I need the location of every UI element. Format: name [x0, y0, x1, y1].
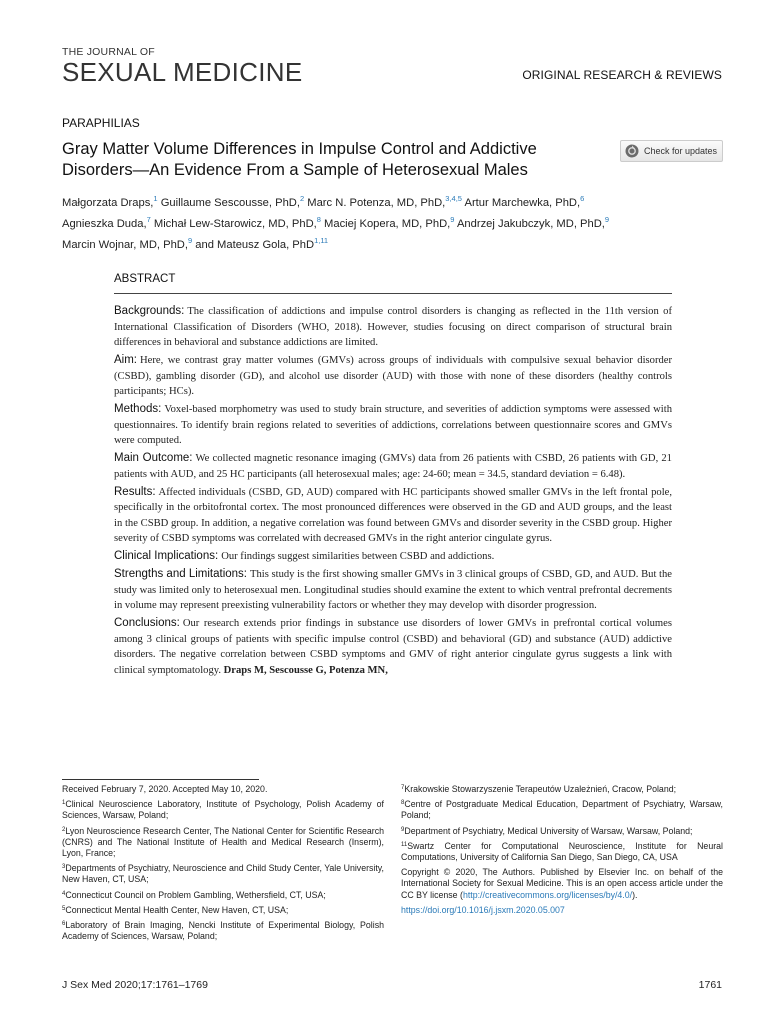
affiliation-ref[interactable]: 6 [580, 194, 585, 203]
section-text: Here, we contrast gray matter volumes (GMVs) across groups of individuals with compulsive sexual behavior disorder (CSBD), gambling disorder (GD), and alcohol use disorder (AUD) with those with none of these disorders (healthy controls participants; HCs). [114, 355, 672, 397]
affiliation: $^9$Department of Psychiatry, Medical University of Warsaw, Warsaw, Poland; [401, 825, 693, 836]
author: Agnieszka Duda,$^7$ [62, 215, 151, 230]
affiliation-ref[interactable]: 9 [604, 215, 610, 224]
author: Michał Lew-Starowicz, MD, PhD,$^8$ [153, 215, 321, 230]
affiliation-ref[interactable]: 1,11 [314, 236, 329, 245]
section-label: Results: [114, 485, 156, 498]
section-text: The classification of addictions and impulse control disorders is changing as reflected in the 11th version of International Classification of Disorders (WHO, 2018). However, studies focusing on direct comparison of structural brain differences in behavioral and substance addictions are limited. [114, 306, 672, 348]
check-for-updates-button[interactable] [620, 140, 723, 162]
section-text: We collected magnetic resonance imaging (GMVs) data from 26 patients with CSBD, 26 patients with GD, 21 patients with AUD, and 25 HC participants (all heterosexual males; age: 24-60; mean = 34.5, standard deviation = 6.48). [114, 453, 672, 480]
footnote-divider [62, 779, 259, 780]
section-text: Our research extends prior findings in substance use disorders of lower GMVs in prefrontal cortical volumes among 3 clinical groups of patients with specific impulse control (CSBD) and behavioral (GD) and substance (AUD) addictive disorders. The negative correlation between CSBD symptoms and GMV of right anterior cingulate gyrus suggests a link with clinical symptomatology. [114, 618, 672, 676]
affiliation-ref[interactable]: 2 [299, 194, 305, 203]
article-category: PARAPHILIAS [62, 116, 140, 130]
check-updates-label: Check for updates [644, 146, 718, 156]
received-dates: Received February 7, 2020. Accepted May 10, 2020. [62, 784, 268, 794]
copyright-notice: Copyright © 2020, The Authors. Published by Elsevier Inc. on behalf of the International Society for Sexual Medicine. This is an open access article under the CC BY license (http://creativecommons.org/licenses/by/4.0/). [401, 867, 723, 900]
abstract-section [114, 616, 672, 678]
doi-line [401, 905, 723, 916]
doi-link[interactable]: https://doi.org/10.1016/j.jsxm.2020.05.007 [401, 904, 565, 915]
section-text: Voxel-based morphometry was used to study brain structure, and severities of addiction symptoms were assessed with questionnaires. To identify brain regions related to severities of addictions, correlations between questionnaire scores and GMVs were computed. [114, 404, 672, 446]
abstract-section [114, 353, 672, 400]
abstract-body [114, 304, 672, 681]
affiliation-ref[interactable]: 8 [316, 215, 321, 224]
check-updates-icon [625, 144, 639, 158]
author: Marc N. Potenza, MD, PhD,$^{3,4,5}$ [307, 194, 462, 209]
section-text: This study is the first showing smaller GMVs in 3 clinical groups of CSBD, GD, and AUD. But the study was limited only to heterosexual men. Longitudinal studies should examine the extent to which ventral prefrontal decrements in volume may represent preexisting vulnerability factors or whether they may develop with disorder progression. [114, 569, 672, 611]
license-link[interactable]: http://creativecommons.org/licenses/by/4.0/ [462, 889, 633, 900]
affiliation: $^8$Centre of Postgraduate Medical Education, Department of Psychiatry, Warsaw, Poland; [401, 799, 723, 821]
author-list [62, 193, 662, 256]
affiliation: $^4$Connecticut Council on Problem Gambling, Wethersfield, CT, USA; [62, 889, 326, 900]
section-text: Our findings suggest similarities between CSBD and addictions. [221, 551, 495, 562]
author: Maciej Kopera, MD, PhD,$^9$ [324, 215, 455, 230]
section-label: Conclusions: [114, 617, 180, 629]
affiliation-ref[interactable]: 7 [146, 215, 151, 224]
author: and Mateusz Gola, PhD$^{1,11}$ [195, 236, 329, 251]
affiliation: $^{11}$Swartz Center for Computational Neuroscience, Institute for Neural Computations, University of California San Diego, San Diego, CA, USA [401, 840, 723, 863]
footnotes-left [62, 784, 384, 946]
section-label: Methods: [114, 403, 162, 415]
affiliation-ref[interactable]: 9 [450, 215, 455, 224]
abstract-section [114, 402, 672, 449]
page-number: 1761 [698, 979, 722, 991]
abstract-heading: ABSTRACT [114, 273, 176, 285]
journal-name-small: THE JOURNAL OF [62, 46, 155, 58]
abstract-section [114, 451, 672, 482]
article-title: Gray Matter Volume Differences in Impulse Control and Addictive Disorders—An Evidence From a Sample of Heterosexual Males [62, 140, 537, 179]
affiliation: $^6$Laboratory of Brain Imaging, Nencki Institute of Experimental Biology, Polish Academy of Sciences, Warsaw, Poland; [62, 920, 384, 942]
affiliation-ref[interactable]: 3,4,5 [445, 194, 462, 203]
abstract-section [114, 549, 672, 565]
section-label: Strengths and Limitations: [114, 568, 247, 580]
journal-masthead [62, 46, 302, 86]
section-type-label: ORIGINAL RESEARCH & REVIEWS [522, 68, 722, 82]
affiliation: $^7$Krakowskie Stowarzyszenie Terapeutów Uzależnień, Cracow, Poland; [401, 784, 677, 794]
section-label: Clinical Implications: [114, 550, 219, 562]
footnotes-right [401, 784, 723, 920]
abstract-section [114, 304, 672, 351]
author: Andrzej Jakubczyk, MD, PhD,$^9$ [456, 215, 610, 230]
journal-citation: J Sex Med 2020;17:1761–1769 [62, 979, 208, 991]
affiliation: $^1$Clinical Neuroscience Laboratory, Institute of Psychology, Polish Academy of Sciences, Warsaw, Poland; [62, 799, 384, 821]
affiliation-ref[interactable]: 9 [188, 236, 193, 245]
citation-bold: Draps M, Sescousse G, Potenza MN, [223, 664, 388, 676]
abstract-divider [114, 293, 672, 294]
section-label: Aim: [114, 354, 137, 366]
affiliation: $^3$Departments of Psychiatry, Neuroscience and Child Study Center, Yale University, New Haven, CT, USA; [62, 863, 384, 885]
author: Marcin Wojnar, MD, PhD,$^9$ [62, 236, 193, 251]
author: Artur Marchewka, PhD,$^6$ [464, 194, 585, 209]
abstract-section [114, 567, 672, 614]
author: Małgorzata Draps,$^1$ [62, 194, 158, 209]
section-label: Backgrounds: [114, 305, 185, 317]
abstract-section [114, 485, 672, 547]
journal-name-large: SEXUAL MEDICINE [62, 57, 303, 87]
affiliation: $^5$Connecticut Mental Health Center, New Haven, CT, USA; [62, 904, 289, 915]
section-label: Main Outcome: [114, 452, 193, 464]
affiliation-ref[interactable]: 1 [153, 194, 158, 203]
section-text: Affected individuals (CSBD, GD, AUD) compared with HC participants showed smaller GMVs in the left frontal pole, specifically in the orbitofrontal cortex. The most pronounced differences were observed in the GD and AUD groups, and the least in the CSBD group. In addition, a negative correlation was found between GMVs and disorder severity in the CSBD group. Higher severity of CSBD symptoms was correlated with decreased GMVs in the right anterior cingulate gyrus. [114, 486, 672, 544]
affiliation: $^2$Lyon Neuroscience Research Center, The National Center for Scientific Research (CNRS) and The National Institute of Health and Medical Research (Inserm), Lyon, France; [62, 825, 384, 859]
author: Guillaume Sescousse, PhD,$^2$ [160, 194, 305, 209]
